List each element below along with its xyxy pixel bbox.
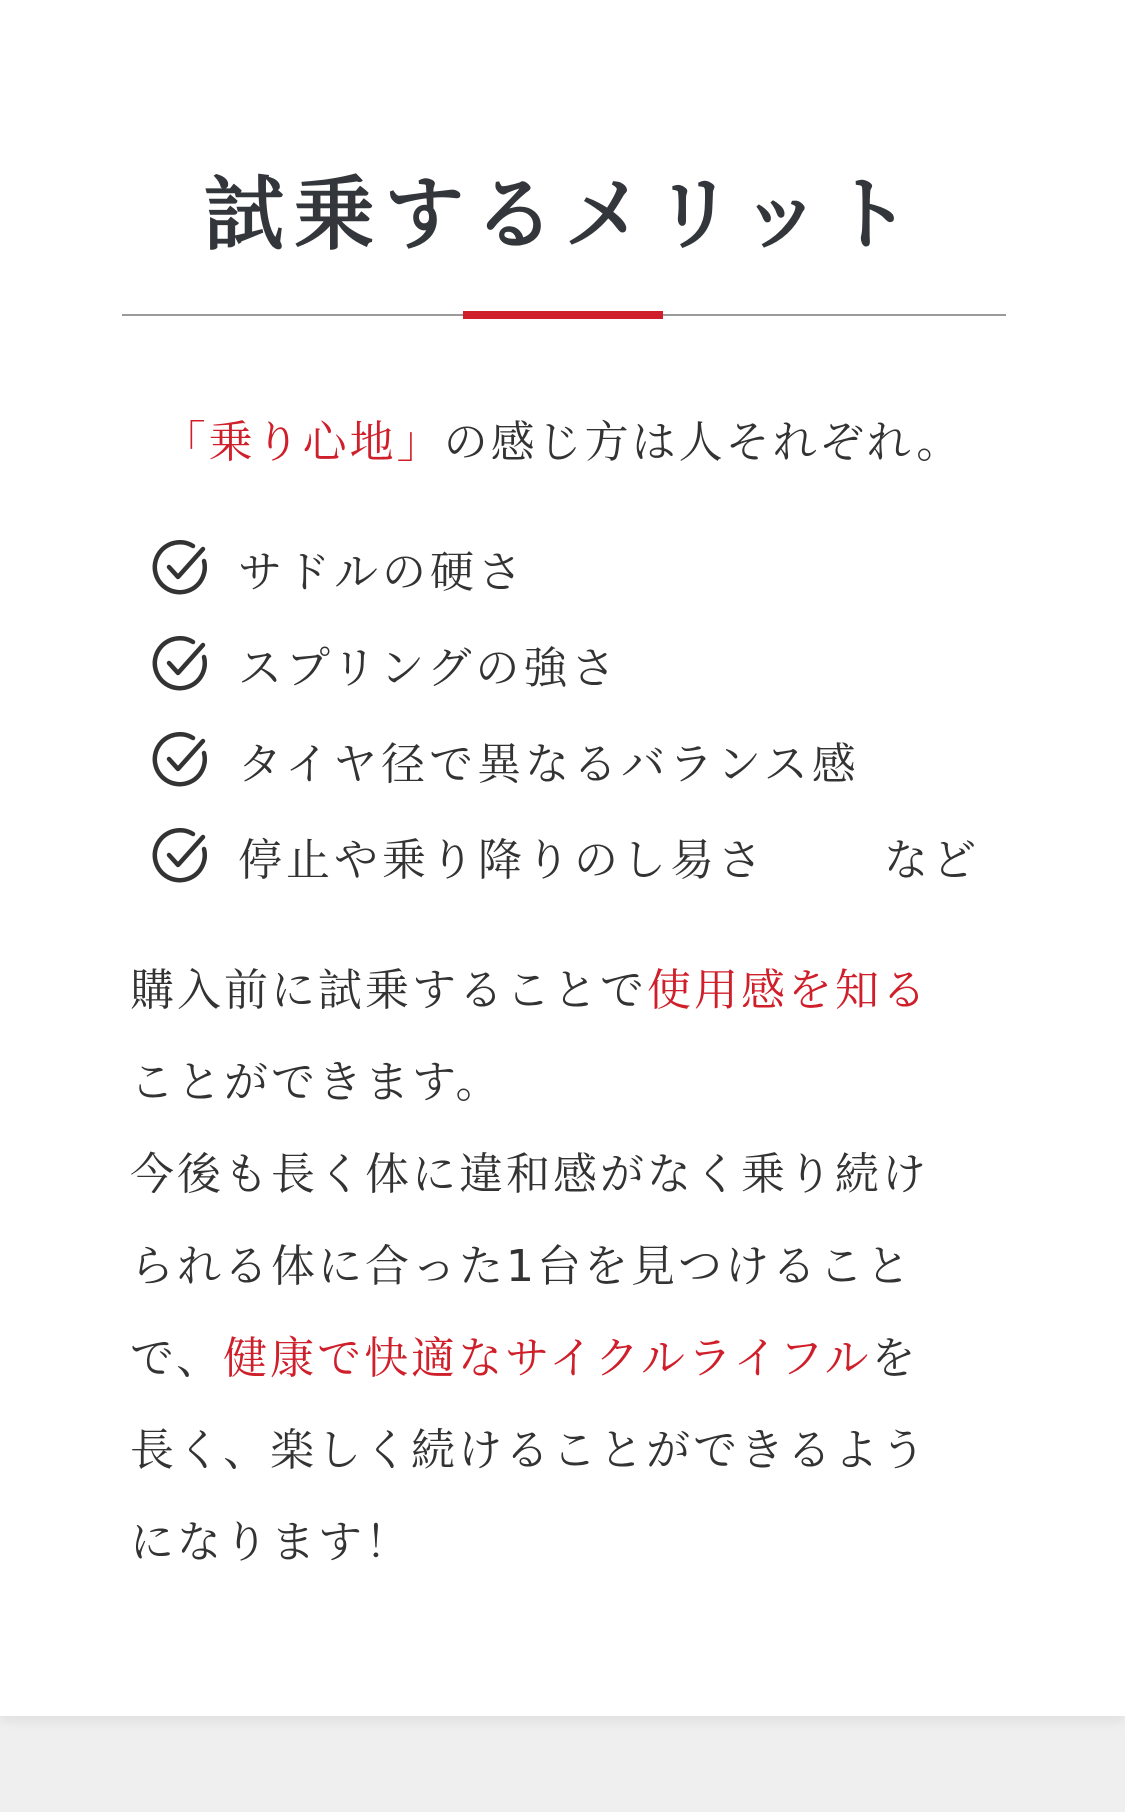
body-text [130, 945, 1010, 1589]
paragraph-2 [130, 1129, 1010, 1589]
paragraph-1-line-2: ことができます。 [130, 1057, 503, 1108]
intro-text [0, 408, 1125, 478]
checklist-item-text: 停止や乗り降りのし易さ [238, 835, 766, 886]
checklist [150, 520, 1000, 904]
checklist-item-text: サドルの硬さ [238, 547, 526, 598]
checklist-item [150, 808, 1000, 904]
paragraph-2-line-4: 長く、楽しく続けることができるよう [130, 1425, 929, 1476]
checklist-item-text: スプリングの強さ [238, 643, 620, 694]
checklist-item-suffix: など [884, 835, 980, 886]
paragraph-2-line-3-tail: を [871, 1333, 919, 1384]
paragraph-2-line-3: で、 [130, 1333, 224, 1384]
paragraph-2-line-2: られる体に合った1台を見つけること [130, 1241, 913, 1292]
check-circle-icon [150, 633, 212, 695]
paragraph-1-highlight: 使用感を知る [647, 965, 929, 1016]
title-divider-accent [463, 311, 663, 319]
intro-highlight: 「乗り心地」 [161, 417, 444, 468]
checklist-item [150, 520, 1000, 616]
checklist-item [150, 616, 1000, 712]
checklist-item [150, 712, 1000, 808]
paragraph-1 [130, 945, 1010, 1129]
check-circle-icon [150, 729, 212, 791]
paragraph-1-line-1: 購入前に試乗することで [130, 965, 647, 1016]
checklist-item-text: タイヤ径で異なるバランス感 [238, 739, 860, 790]
paragraph-2-line-1: 今後も長く体に違和感がなく乗り続け [130, 1149, 929, 1200]
paragraph-2-highlight: 健康で快適なサイクルライフル [223, 1333, 872, 1384]
page-title: 試乗するメリット [204, 168, 921, 261]
check-circle-icon [150, 537, 212, 599]
paragraph-2-line-5: になります！ [130, 1517, 412, 1568]
check-circle-icon [150, 825, 212, 887]
intro-rest: の感じ方は人それぞれ。 [443, 417, 964, 468]
